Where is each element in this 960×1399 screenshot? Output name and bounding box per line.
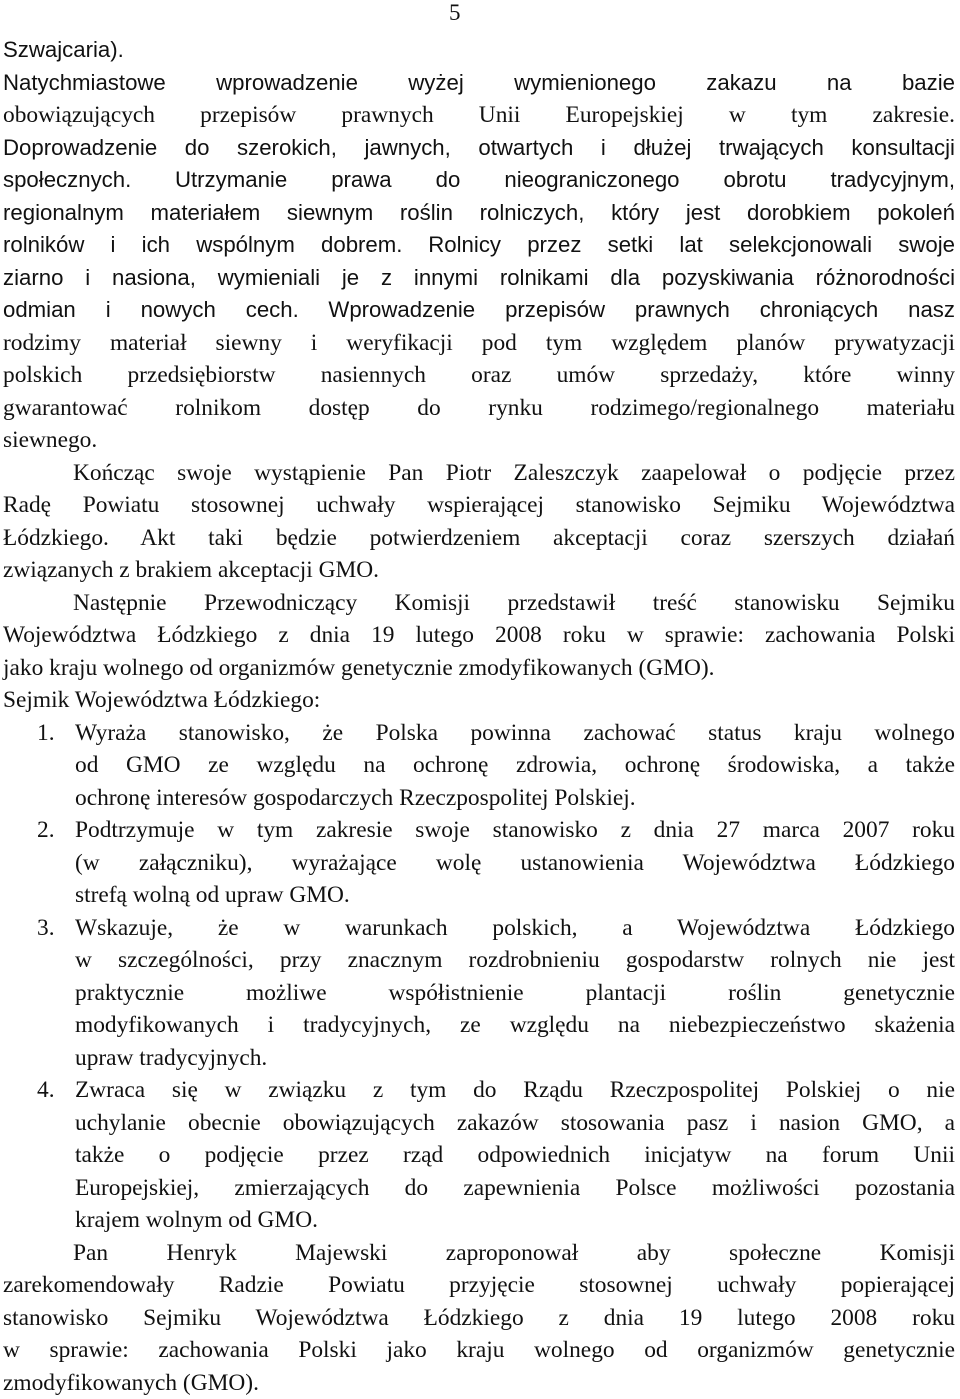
list-item-line: (w załączniku), wyrażające wolę ustanowienia Województwa Łódzkiego — [3, 847, 955, 880]
text-line — [3, 229, 955, 262]
text-line: siewnego. — [3, 424, 955, 457]
list-number: 2. — [37, 814, 55, 847]
text-line: Następnie Przewodniczący Komisji przedstawił treść stanowisku Sejmiku — [3, 587, 955, 620]
text-line: zarekomendowały Radzie Powiatu przyjęcie stosownej uchwały popierającej — [3, 1269, 955, 1302]
text-line: w sprawie: zachowania Polski jako kraju wolnego od organizmów genetycznie — [3, 1334, 955, 1367]
text-line: obowiązujących przepisów prawnych Unii Europejskiej w tym zakresie. — [3, 99, 955, 132]
list-text: Podtrzymuje w tym zakresie swoje stanowisko z dnia 27 marca 2007 roku — [75, 817, 955, 843]
list-item — [3, 1074, 955, 1107]
list-item-line: praktycznie możliwe współistnienie plantacji roślin genetycznie — [3, 977, 955, 1010]
list-item-line: modyfikowanych i tradycyjnych, ze względu na niebezpieczeństwo skażenia — [3, 1009, 955, 1042]
list-item-line: ochronę interesów gospodarczych Rzeczpospolitej Polskiej. — [3, 782, 955, 815]
text-fragment: Wprowadzenie przepisów prawnych chroniących nasz — [328, 297, 955, 322]
text-line: Województwa Łódzkiego z dnia 19 lutego 2008 roku w sprawie: zachowania Polski — [3, 619, 955, 652]
text-line: Łódzkiego. Akt taki będzie potwierdzeniem akceptacji coraz szerszych działań — [3, 522, 955, 555]
text-line: Szwajcaria). — [3, 34, 955, 67]
text-fragment: społecznych. — [3, 167, 131, 192]
text-line: Radę Powiatu stosownej uchwały wspierającej stanowisko Sejmiku Województwa — [3, 489, 955, 522]
list-item-line: Europejskiej, zmierzających do zapewnienia Polsce możliwości pozostania — [3, 1172, 955, 1205]
text-line — [3, 294, 955, 327]
list-number: 3. — [37, 912, 55, 945]
page-number: 5 — [449, 0, 461, 26]
text-line: Kończąc swoje wystąpienie Pan Piotr Zaleszczyk zaapelował o podjęcie przez — [3, 457, 955, 490]
list-text: Zwraca się w związku z tym do Rządu Rzeczpospolitej Polskiej o nie — [75, 1077, 955, 1103]
list-item-line: w szczególności, przy znacznym rozdrobnieniu gospodarstw rolnych nie jest — [3, 944, 955, 977]
list-item-line: upraw tradycyjnych. — [3, 1042, 955, 1075]
list-item — [3, 912, 955, 945]
text-line: polskich przedsiębiorstw nasiennych oraz umów sprzedaży, które winny — [3, 359, 955, 392]
list-number: 1. — [37, 717, 55, 750]
text-line: Sejmik Województwa Łódzkiego: — [3, 684, 955, 717]
list-item-line: także o podjęcie przez rząd odpowiednich inicjatyw na forum Unii — [3, 1139, 955, 1172]
text-line — [3, 164, 955, 197]
text-line: gwarantować rolnikom dostęp do rynku rodzimego/regionalnego materiału — [3, 392, 955, 425]
text-line: zmodyfikowanych (GMO). — [3, 1367, 955, 1399]
list-item — [3, 717, 955, 750]
text-line: jako kraju wolnego od organizmów genetycznie zmodyfikowanych (GMO). — [3, 652, 955, 685]
list-text: Wyraża stanowisko, że Polska powinna zachować status kraju wolnego — [75, 720, 955, 746]
list-item-line: strefą wolną od upraw GMO. — [3, 879, 955, 912]
text-line: Pan Henryk Majewski zaproponował aby społeczne Komisji — [3, 1237, 955, 1270]
text-line: rodzimy materiał siewny i weryfikacji pod tym względem planów prywatyzacji — [3, 327, 955, 360]
text-line: stanowisko Sejmiku Województwa Łódzkiego z dnia 19 lutego 2008 roku — [3, 1302, 955, 1335]
text-fragment: rolników i ich wspólnym dobrem. — [3, 232, 402, 257]
text-line: Doprowadzenie do szerokich, jawnych, otwartych i dłużej trwających konsultacji — [3, 132, 955, 165]
text-fragment: odmian i nowych cech. — [3, 297, 299, 322]
text-fragment: Utrzymanie prawa do nieograniczonego obrotu tradycyjnym, — [175, 167, 955, 192]
list-item-line: od GMO ze względu na ochronę zdrowia, ochronę środowiska, a także — [3, 749, 955, 782]
list-item-line: krajem wolnym od GMO. — [3, 1204, 955, 1237]
text-line: związanych z brakiem akceptacji GMO. — [3, 554, 955, 587]
text-line: Natychmiastowe wprowadzenie wyżej wymienionego zakazu na bazie — [3, 67, 955, 100]
document-body — [3, 34, 955, 1399]
list-number: 4. — [37, 1074, 55, 1107]
list-item — [3, 814, 955, 847]
text-line: ziarno i nasiona, wymieniali je z innymi rolnikami dla pozyskiwania różnorodności — [3, 262, 955, 295]
list-text: Wskazuje, że w warunkach polskich, a Województwa Łódzkiego — [75, 915, 955, 941]
text-line: regionalnym materiałem siewnym roślin rolniczych, który jest dorobkiem pokoleń — [3, 197, 955, 230]
list-item-line: uchylanie obecnie obowiązujących zakazów stosowania pasz i nasion GMO, a — [3, 1107, 955, 1140]
text-fragment: Rolnicy przez setki lat selekcjonowali swoje — [428, 232, 955, 257]
